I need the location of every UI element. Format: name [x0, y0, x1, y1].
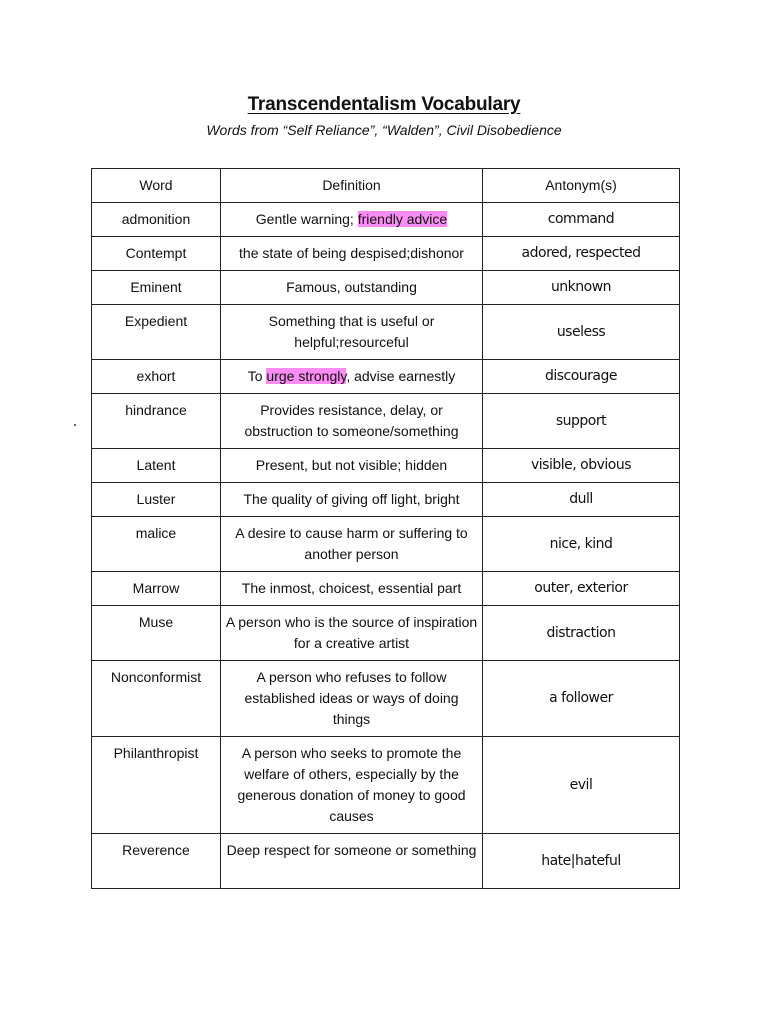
definition-text: A person who is the source of inspiration for a creative artist	[225, 614, 478, 651]
definition-cell	[221, 834, 483, 889]
antonym-cell: dull	[483, 483, 680, 517]
column-header-word: Word	[92, 169, 221, 203]
definition-text: To	[247, 368, 267, 384]
word-cell: Luster	[92, 483, 221, 517]
definition-text: Something that is useful or helpful;resourceful	[268, 313, 435, 350]
antonym-cell: a follower	[483, 661, 680, 737]
stray-mark	[74, 424, 76, 426]
antonym-cell: nice, kind	[483, 517, 680, 572]
highlighted-text: friendly advice	[357, 211, 448, 227]
definition-cell	[221, 572, 483, 606]
definition-text: A desire to cause harm or suffering to another person	[235, 525, 468, 562]
definition-text: A person who seeks to promote the welfare of others, especially by the generous donation of money to good causes	[237, 745, 466, 824]
table-row	[92, 305, 680, 360]
highlighted-text: urge strongly	[266, 368, 347, 384]
word-cell: Reverence	[92, 834, 221, 889]
page-title: Transcendentalism Vocabulary	[247, 94, 521, 115]
table-row	[92, 394, 680, 449]
definition-text: Gentle warning;	[255, 211, 358, 227]
column-header-antonyms: Antonym(s)	[483, 169, 680, 203]
table-row	[92, 237, 680, 271]
table-row	[92, 572, 680, 606]
word-cell: Muse	[92, 606, 221, 661]
definition-cell	[221, 360, 483, 394]
definition-cell	[221, 203, 483, 237]
definition-text: Provides resistance, delay, or obstruction to someone/something	[244, 402, 459, 439]
antonym-cell: outer, exterior	[483, 572, 680, 606]
word-cell: Contempt	[92, 237, 221, 271]
definition-cell	[221, 661, 483, 737]
word-cell: exhort	[92, 360, 221, 394]
antonym-cell: useless	[483, 305, 680, 360]
table-row	[92, 606, 680, 661]
word-cell: hindrance	[92, 394, 221, 449]
word-cell: Philanthropist	[92, 737, 221, 834]
definition-cell	[221, 237, 483, 271]
table-row	[92, 737, 680, 834]
word-cell: Eminent	[92, 271, 221, 305]
word-cell: malice	[92, 517, 221, 572]
antonym-cell: hate|hateful	[483, 834, 680, 889]
definition-text: The inmost, choicest, essential part	[241, 580, 462, 596]
definition-text: The quality of giving off light, bright	[243, 491, 460, 507]
word-cell: Marrow	[92, 572, 221, 606]
antonym-cell: visible, obvious	[483, 449, 680, 483]
definition-text: Present, but not visible; hidden	[255, 457, 448, 473]
definition-cell	[221, 517, 483, 572]
table-row	[92, 661, 680, 737]
table-row	[92, 517, 680, 572]
word-cell: Latent	[92, 449, 221, 483]
table-header-row	[92, 169, 680, 203]
table-row	[92, 834, 680, 889]
table-row	[92, 483, 680, 517]
antonym-cell: discourage	[483, 360, 680, 394]
definition-text: the state of being despised;dishonor	[239, 245, 464, 261]
antonym-cell: adored, respected	[483, 237, 680, 271]
definition-text: , advise earnestly	[346, 368, 456, 384]
antonym-cell: support	[483, 394, 680, 449]
word-cell: admonition	[92, 203, 221, 237]
definition-text: Famous, outstanding	[286, 279, 417, 295]
definition-cell	[221, 305, 483, 360]
antonym-cell: distraction	[483, 606, 680, 661]
antonym-cell: unknown	[483, 271, 680, 305]
definition-cell	[221, 271, 483, 305]
table-row	[92, 203, 680, 237]
definition-cell	[221, 394, 483, 449]
page-subtitle: Words from “Self Reliance”, “Walden”, Civil Disobedience	[206, 122, 562, 138]
antonym-cell: evil	[483, 737, 680, 834]
definition-text: A person who refuses to follow established ideas or ways of doing things	[244, 669, 459, 727]
antonym-cell: command	[483, 203, 680, 237]
table-row	[92, 271, 680, 305]
definition-cell	[221, 737, 483, 834]
table-row	[92, 449, 680, 483]
table-body	[92, 203, 680, 889]
definition-cell	[221, 449, 483, 483]
word-cell: Expedient	[92, 305, 221, 360]
word-cell: Nonconformist	[92, 661, 221, 737]
vocabulary-table	[91, 168, 680, 889]
definition-text: Deep respect for someone or something	[226, 842, 477, 858]
table-row	[92, 360, 680, 394]
definition-cell	[221, 606, 483, 661]
definition-cell	[221, 483, 483, 517]
column-header-definition: Definition	[221, 169, 483, 203]
